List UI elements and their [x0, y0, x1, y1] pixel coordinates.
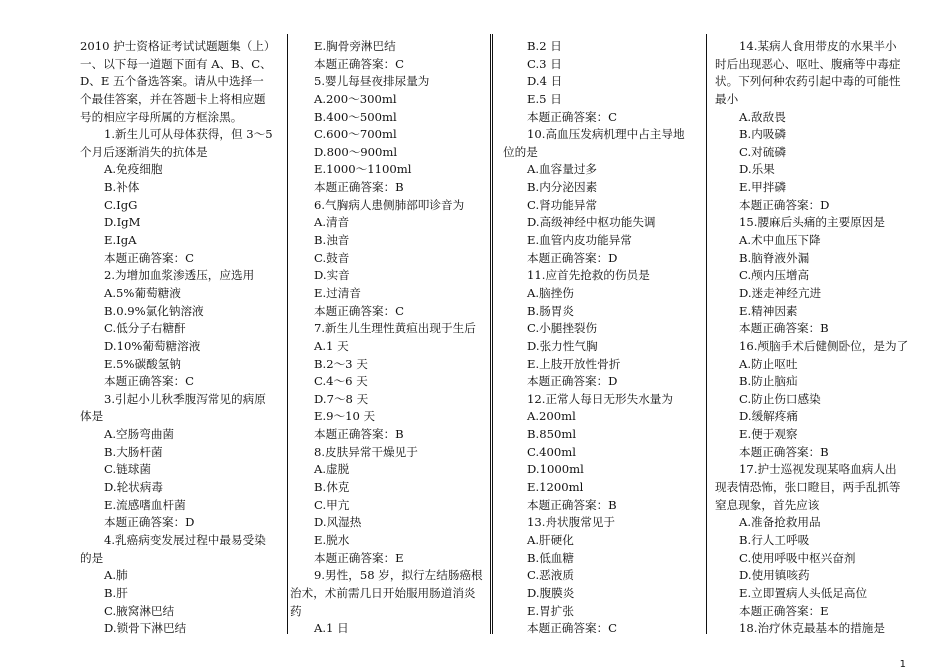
text-line: 11.应首先抢救的伤员是: [527, 268, 650, 283]
text-line: A.脑挫伤: [527, 285, 574, 300]
text-line: 4.乳癌病变发展过程中最易受染: [104, 532, 266, 547]
text-line: E.9～10 天: [314, 409, 376, 424]
text-line: D.迷走神经亢进: [739, 285, 822, 300]
text-line: A.空肠弯曲菌: [104, 427, 175, 442]
text-line: D.风湿热: [314, 515, 362, 530]
text-line: 18.治疗休克最基本的措施是: [739, 621, 885, 636]
text-line: A.敌敌畏: [739, 109, 786, 124]
text-line: D.使用镇咳药: [739, 568, 810, 583]
text-column-1: [80, 38, 276, 638]
text-line: C.3 日: [527, 56, 562, 71]
text-line: B.2～3 天: [314, 356, 368, 371]
text-line: 1.新生儿可从母体获得，但 3～5: [104, 127, 273, 142]
text-line: E.便于观察: [739, 427, 798, 442]
text-line: C.IgG: [104, 197, 138, 212]
text-line: C.肾功能异常: [527, 197, 598, 212]
text-line: D.IgM: [104, 215, 141, 230]
text-line: 位的是: [503, 144, 538, 159]
text-line: C.4～6 天: [314, 374, 368, 389]
text-line: E.上肢开放性骨折: [527, 356, 621, 371]
text-line: 一、以下每一道题下面有 A、B、C、: [80, 56, 272, 71]
text-line: 本题正确答案：B: [739, 321, 829, 336]
text-line: A.虚脱: [314, 462, 350, 477]
text-line: E.5%碳酸氢钠: [104, 356, 181, 371]
text-line: E.胃扩张: [527, 603, 574, 618]
text-line: D.缓解疼痛: [739, 409, 798, 424]
text-line: E.立即置病人头低足高位: [739, 585, 868, 600]
text-line: 号的相应字母所属的方框涂黑。: [80, 109, 243, 124]
text-line: B.内分泌因素: [527, 180, 598, 195]
text-line: 本题正确答案：E: [739, 603, 829, 618]
text-line: B.低血糖: [527, 550, 574, 565]
text-line: D.锁骨下淋巴结: [104, 621, 187, 636]
text-line: 本题正确答案：B: [527, 497, 617, 512]
text-line: B.补体: [104, 180, 140, 195]
text-line: 的是: [80, 550, 104, 565]
text-line: A.准备抢救用品: [739, 515, 821, 530]
text-line: 本题正确答案：D: [739, 197, 830, 212]
text-line: 时后出现恶心、呕吐、腹痛等中毒症: [715, 56, 901, 71]
text-line: C.腋窝淋巴结: [104, 603, 175, 618]
text-line: A.肺: [104, 568, 128, 583]
text-line: E.1000～1100ml: [314, 162, 412, 177]
text-line: C.颅内压增高: [739, 268, 810, 283]
text-line: E.脱水: [314, 532, 350, 547]
text-line: A.免疫细胞: [104, 162, 163, 177]
text-line: C.恶液质: [527, 568, 574, 583]
text-line: D.轮状病毒: [104, 480, 163, 495]
text-line: A.肝硬化: [527, 532, 574, 547]
column-divider: [706, 34, 707, 634]
text-line: 本题正确答案：E: [314, 550, 404, 565]
text-line: 现表情恐怖，张口瞪目，两手乱抓等: [715, 480, 901, 495]
text-line: B.防止脑疝: [739, 374, 798, 389]
text-line: 14.某病人食用带皮的水果半小: [739, 39, 897, 53]
text-line: C.链球菌: [104, 462, 151, 477]
text-line: 本题正确答案：B: [314, 427, 404, 442]
text-line: C.对硫磷: [739, 144, 786, 159]
text-line: D、E 五个备选答案。请从中选择一: [80, 74, 264, 89]
text-line: B.2 日: [527, 39, 562, 53]
text-line: B.肝: [104, 585, 128, 600]
text-line: 3.引起小儿秋季腹泻常见的病原: [104, 391, 266, 406]
text-line: 本题正确答案：C: [314, 56, 405, 71]
text-line: C.使用呼吸中枢兴奋剂: [739, 550, 856, 565]
text-line: C.400ml: [527, 444, 576, 459]
text-line: 2.为增加血浆渗透压，应选用: [104, 268, 255, 283]
text-line: D.乐果: [739, 162, 775, 177]
text-line: B.脑脊液外漏: [739, 250, 810, 265]
text-line: 窒息现象，首先应该: [715, 497, 820, 512]
text-line: 状。下列何种农药引起中毒的可能性: [715, 74, 901, 89]
text-line: B.行人工呼吸: [739, 532, 810, 547]
text-line: B.400～500ml: [314, 109, 397, 124]
text-line: B.0.9%氯化钠溶液: [104, 303, 204, 318]
text-line: D.4 日: [527, 74, 563, 89]
text-line: 本题正确答案：D: [527, 374, 618, 389]
text-column-3: [503, 38, 698, 638]
text-column-2: [290, 38, 483, 638]
text-line: C.小腿挫裂伤: [527, 321, 598, 336]
text-line: 本题正确答案：D: [527, 250, 618, 265]
text-line: 6.气胸病人患侧肺部叩诊音为: [314, 197, 465, 212]
text-line: B.大肠杆菌: [104, 444, 163, 459]
text-column-4: [715, 38, 910, 638]
text-line: 15.腰麻后头痛的主要原因是: [739, 215, 885, 230]
text-line: 9.男性，58 岁，拟行左结肠癌根: [314, 568, 483, 583]
text-line: 药: [290, 603, 302, 618]
text-line: 本题正确答案：D: [104, 515, 195, 530]
text-line: B.内吸磷: [739, 127, 786, 142]
text-line: E.血管内皮功能异常: [527, 233, 632, 248]
text-line: D.实音: [314, 268, 350, 283]
text-line: 17.护士巡视发现某咯血病人出: [739, 462, 897, 477]
text-line: 16.颅脑手术后健侧卧位，是为了: [739, 338, 909, 353]
text-line: A.1 天: [314, 338, 349, 353]
text-line: D.腹膜炎: [527, 585, 575, 600]
text-line: A.血容量过多: [527, 162, 598, 177]
text-line: E.胸骨旁淋巴结: [314, 39, 396, 53]
text-line: 个最佳答案，并在答题卡上将相应题: [80, 91, 266, 106]
text-line: E.5 日: [527, 91, 562, 106]
text-line: D.7～8 天: [314, 391, 369, 406]
text-line: E.甲拌磷: [739, 180, 786, 195]
text-line: 10.高血压发病机理中占主导地: [527, 127, 685, 142]
text-line: 本题正确答案：C: [527, 109, 618, 124]
text-line: 本题正确答案：C: [104, 250, 195, 265]
text-line: E.过清音: [314, 285, 361, 300]
text-line: E.精神因素: [739, 303, 798, 318]
text-line: C.甲亢: [314, 497, 350, 512]
text-line: C.鼓音: [314, 250, 350, 265]
text-line: E.1200ml: [527, 480, 584, 495]
text-line: E.IgA: [104, 233, 137, 248]
text-line: 本题正确答案：C: [104, 374, 195, 389]
text-line: B.浊音: [314, 233, 350, 248]
text-line: D.1000ml: [527, 462, 584, 477]
text-line: 本题正确答案：B: [739, 444, 829, 459]
text-line: 8.皮肤异常干燥见于: [314, 444, 418, 459]
text-line: 13.舟状腹常见于: [527, 515, 616, 530]
column-divider: [287, 34, 288, 634]
text-line: A.200ml: [527, 409, 576, 424]
text-line: 7.新生儿生理性黄疸出现于生后: [314, 321, 476, 336]
text-line: D.张力性气胸: [527, 338, 598, 353]
text-line: 本题正确答案：C: [314, 303, 405, 318]
text-line: 个月后逐渐消失的抗体是: [80, 144, 208, 159]
text-line: 体是: [80, 409, 104, 424]
text-line: B.肠胃炎: [527, 303, 574, 318]
text-line: D.800～900ml: [314, 144, 398, 159]
text-line: D.10%葡萄糖溶液: [104, 338, 201, 353]
text-line: 最小: [715, 91, 739, 106]
text-line: A.1 日: [314, 621, 349, 636]
text-line: B.850ml: [527, 427, 577, 442]
text-line: 治术，术前需几日开始服用肠道消炎: [290, 585, 476, 600]
text-line: D.高级神经中枢功能失调: [527, 215, 656, 230]
text-line: 本题正确答案：B: [314, 180, 404, 195]
text-line: C.低分子右糖酐: [104, 321, 186, 336]
text-line: A.术中血压下降: [739, 233, 821, 248]
column-divider: [490, 34, 493, 634]
text-line: A.防止呕吐: [739, 356, 798, 371]
text-line: C.600～700ml: [314, 127, 397, 142]
text-line: A.清音: [314, 215, 350, 230]
text-line: 5.婴儿每昼夜排尿量为: [314, 74, 430, 89]
text-line: C.防止伤口感染: [739, 391, 821, 406]
text-line: 12.正常人每日无形失水量为: [527, 391, 673, 406]
page-number: 1: [899, 659, 906, 670]
text-line: E.流感嗜血杆菌: [104, 497, 186, 512]
text-line: B.休克: [314, 480, 350, 495]
text-line: 2010 护士资格证考试试题题集（上）: [80, 39, 276, 53]
text-line: A.5%葡萄糖液: [104, 285, 181, 300]
text-line: A.200～300ml: [314, 91, 397, 106]
text-line: 本题正确答案：C: [527, 621, 618, 636]
